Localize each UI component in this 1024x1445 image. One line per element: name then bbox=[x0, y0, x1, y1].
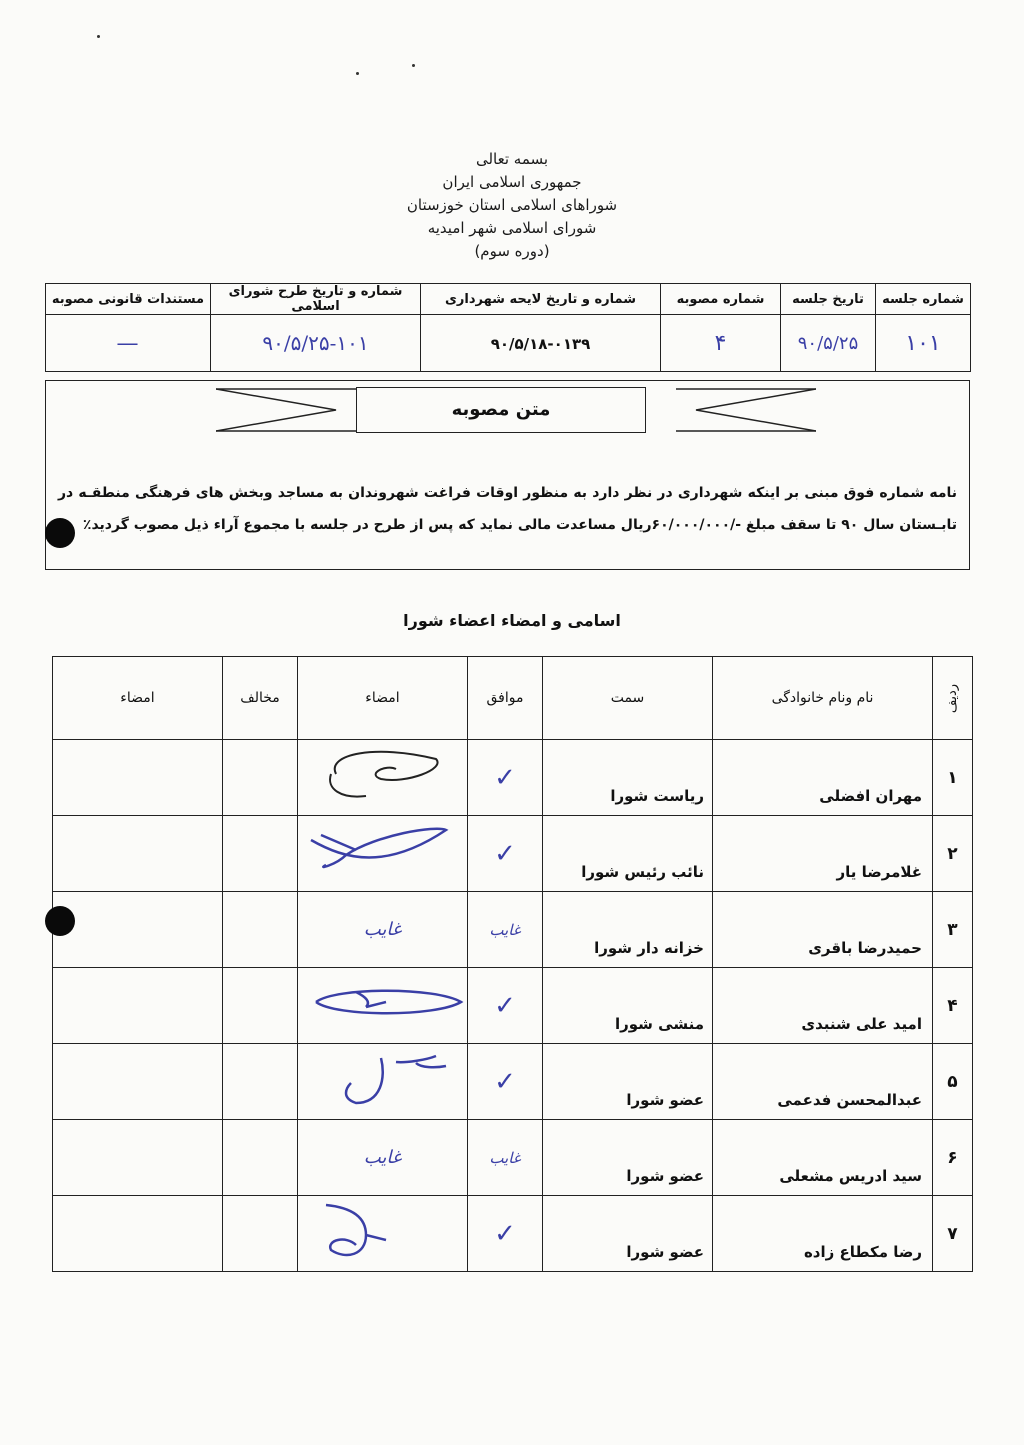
absent-mark: غایب bbox=[489, 920, 521, 939]
header-signature: امضاء bbox=[298, 657, 468, 740]
plan-number-date-value: ۹۰/۵/۲۵-۱۰۱ bbox=[262, 331, 369, 355]
signature-graphic bbox=[296, 820, 466, 884]
punch-hole bbox=[45, 906, 75, 936]
oppose-cell bbox=[223, 816, 298, 892]
document-header bbox=[0, 148, 1024, 263]
row-number: ۶ bbox=[933, 1120, 973, 1196]
header-role: سمت bbox=[543, 657, 713, 740]
absent-signature: غایب bbox=[363, 1147, 402, 1168]
header-line: بسمه تعالی bbox=[475, 150, 549, 168]
resolution-box bbox=[45, 380, 970, 570]
resolution-number-cell bbox=[661, 315, 781, 372]
member-row bbox=[53, 1120, 973, 1196]
header-session-number: شماره جلسه bbox=[876, 284, 971, 315]
members-table bbox=[52, 656, 973, 1272]
row-number: ۱ bbox=[933, 740, 973, 816]
header-oppose: مخالف bbox=[223, 657, 298, 740]
signature-graphic bbox=[296, 972, 466, 1036]
signature-cell bbox=[298, 1120, 468, 1196]
header-line: شورای اسلامی شهر امیدیه bbox=[427, 219, 597, 237]
signature-2-cell bbox=[53, 968, 223, 1044]
absent-signature: غایب bbox=[363, 919, 402, 940]
member-name: حمیدرضا باقری bbox=[713, 892, 933, 968]
header-row-number bbox=[933, 657, 973, 740]
member-name: سید ادریس مشعلی bbox=[713, 1120, 933, 1196]
member-role: نائب رئیس شورا bbox=[543, 816, 713, 892]
row-number: ۲ bbox=[933, 816, 973, 892]
agree-cell bbox=[468, 1044, 543, 1120]
member-row bbox=[53, 816, 973, 892]
resolution-text: نامه شماره فوق مبنی بر اینکه شهرداری در نظر دارد به منظور اوقات فراغت شهروندان به مساجد وبخش های فرهنگی منطقـه در تابـستان سال ۹۰ تا سقف مبلغ -/۶۰/۰۰۰/۰۰۰ریال مساعدت مالی نماید که پس از طرح در جلسه با مجموع آراء ذیل مصوب گردید٪ bbox=[58, 485, 957, 533]
members-title: اسامی و امضاء اعضاء شورا bbox=[403, 611, 621, 630]
signature-2-cell bbox=[53, 1120, 223, 1196]
checkmark: ✓ bbox=[494, 1066, 516, 1097]
header-line: (دوره سوم) bbox=[474, 242, 550, 260]
signature-graphic bbox=[296, 1048, 466, 1112]
resolution-number-value: ۴ bbox=[714, 330, 727, 356]
resolution-title: متن مصوبه bbox=[356, 387, 646, 433]
member-row bbox=[53, 968, 973, 1044]
member-role: ریاست شورا bbox=[543, 740, 713, 816]
oppose-cell bbox=[223, 1120, 298, 1196]
header-bill-number-date: شماره و تاریخ لایحه شهرداری bbox=[421, 284, 661, 315]
checkmark: ✓ bbox=[494, 990, 516, 1021]
oppose-cell bbox=[223, 740, 298, 816]
member-role: عضو شورا bbox=[543, 1196, 713, 1272]
row-number: ۷ bbox=[933, 1196, 973, 1272]
signature-graphic bbox=[296, 744, 466, 808]
legal-docs-value: — bbox=[116, 330, 140, 356]
oppose-cell bbox=[223, 968, 298, 1044]
checkmark: ✓ bbox=[494, 838, 516, 869]
header-legal-docs: مستندات قانونی مصوبه bbox=[46, 284, 211, 315]
checkmark: ✓ bbox=[494, 762, 516, 793]
member-row bbox=[53, 740, 973, 816]
header-signature-2: امضاء bbox=[53, 657, 223, 740]
header-resolution-number: شماره مصوبه bbox=[661, 284, 781, 315]
member-role: منشی شورا bbox=[543, 968, 713, 1044]
oppose-cell bbox=[223, 1196, 298, 1272]
signature-2-cell bbox=[53, 740, 223, 816]
row-number: ۳ bbox=[933, 892, 973, 968]
member-row bbox=[53, 1196, 973, 1272]
session-info-table bbox=[45, 283, 971, 372]
agree-cell bbox=[468, 892, 543, 968]
header-agree: موافق bbox=[468, 657, 543, 740]
signature-cell bbox=[298, 740, 468, 816]
member-role: عضو شورا bbox=[543, 1044, 713, 1120]
member-name: رضا مکطاع زاده bbox=[713, 1196, 933, 1272]
row-number: ۵ bbox=[933, 1044, 973, 1120]
oppose-cell bbox=[223, 892, 298, 968]
scan-speck bbox=[412, 64, 415, 67]
oppose-cell bbox=[223, 1044, 298, 1120]
scan-speck bbox=[356, 72, 359, 75]
signature-cell bbox=[298, 816, 468, 892]
checkmark: ✓ bbox=[494, 1218, 516, 1249]
header-row-label: ردیف bbox=[945, 683, 960, 714]
member-row bbox=[53, 1044, 973, 1120]
plan-cell bbox=[211, 315, 421, 372]
signature-2-cell bbox=[53, 892, 223, 968]
agree-cell bbox=[468, 740, 543, 816]
member-name: امید علی شنبدی bbox=[713, 968, 933, 1044]
member-role: عضو شورا bbox=[543, 1120, 713, 1196]
session-number-cell bbox=[876, 315, 971, 372]
session-date-cell bbox=[781, 315, 876, 372]
member-name: غلامرضا یار bbox=[713, 816, 933, 892]
agree-cell bbox=[468, 1120, 543, 1196]
absent-mark: غایب bbox=[489, 1148, 521, 1167]
bill-number-date-value: ۹۰/۵/۱۸-۰۱۳۹ bbox=[490, 334, 591, 353]
header-name: نام ونام خانوادگی bbox=[713, 657, 933, 740]
signature-cell bbox=[298, 1044, 468, 1120]
signature-cell bbox=[298, 892, 468, 968]
member-name: مهران افضلی bbox=[713, 740, 933, 816]
row-number: ۴ bbox=[933, 968, 973, 1044]
member-row bbox=[53, 892, 973, 968]
agree-cell bbox=[468, 816, 543, 892]
legal-docs-cell bbox=[46, 315, 211, 372]
signature-cell bbox=[298, 1196, 468, 1272]
signature-2-cell bbox=[53, 816, 223, 892]
member-role: خزانه دار شورا bbox=[543, 892, 713, 968]
scan-speck bbox=[97, 35, 100, 38]
header-line: جمهوری اسلامی ایران bbox=[442, 173, 582, 191]
header-plan-number-date: شماره و تاریخ طرح شورای اسلامی bbox=[211, 284, 421, 315]
session-date-value: ۹۰/۵/۲۵ bbox=[797, 332, 859, 354]
agree-cell bbox=[468, 1196, 543, 1272]
signature-cell bbox=[298, 968, 468, 1044]
signature-2-cell bbox=[53, 1044, 223, 1120]
header-line: شوراهای اسلامی استان خوزستان bbox=[406, 196, 618, 214]
agree-cell bbox=[468, 968, 543, 1044]
signature-2-cell bbox=[53, 1196, 223, 1272]
signature-graphic bbox=[296, 1200, 466, 1264]
member-name: عبدالمحسن فدعمی bbox=[713, 1044, 933, 1120]
bill-cell bbox=[421, 315, 661, 372]
punch-hole bbox=[45, 518, 75, 548]
session-number-value: ۱۰۱ bbox=[905, 330, 941, 356]
header-session-date: تاریخ جلسه bbox=[781, 284, 876, 315]
